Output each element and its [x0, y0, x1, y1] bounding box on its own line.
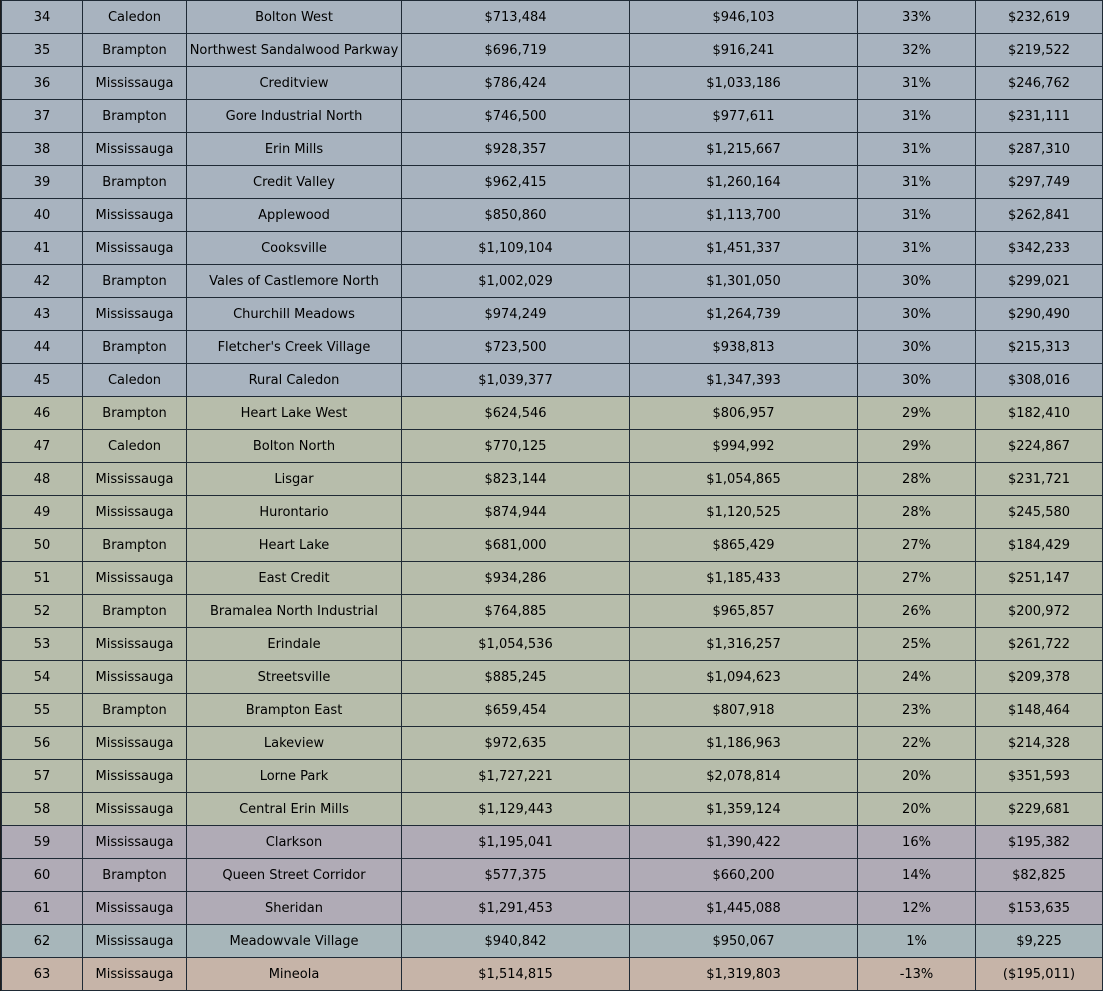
dollar-change-cell: $308,016	[976, 364, 1103, 397]
price-after-cell: $1,185,433	[630, 562, 858, 595]
dollar-change-cell: $342,233	[976, 232, 1103, 265]
community-cell: Streetsville	[187, 661, 402, 694]
table-row	[2, 694, 1103, 727]
city-cell: Mississauga	[83, 199, 187, 232]
table-row	[2, 562, 1103, 595]
percent-change-cell: 27%	[858, 562, 976, 595]
city-cell: Brampton	[83, 397, 187, 430]
percent-change-cell: 20%	[858, 793, 976, 826]
dollar-change-cell: $287,310	[976, 133, 1103, 166]
dollar-change-cell: $231,111	[976, 100, 1103, 133]
rank-cell: 56	[2, 727, 83, 760]
percent-change-cell: 31%	[858, 100, 976, 133]
price-after-cell: $807,918	[630, 694, 858, 727]
community-cell: Erin Mills	[187, 133, 402, 166]
percent-change-cell: 30%	[858, 331, 976, 364]
dollar-change-cell: $261,722	[976, 628, 1103, 661]
table-row	[2, 232, 1103, 265]
percent-change-cell: 30%	[858, 265, 976, 298]
percent-change-cell: 31%	[858, 166, 976, 199]
city-cell: Brampton	[83, 265, 187, 298]
table-row	[2, 859, 1103, 892]
table-row	[2, 628, 1103, 661]
rank-cell: 42	[2, 265, 83, 298]
community-cell: Queen Street Corridor	[187, 859, 402, 892]
dollar-change-cell: $299,021	[976, 265, 1103, 298]
percent-change-cell: 31%	[858, 67, 976, 100]
rank-cell: 47	[2, 430, 83, 463]
table-row	[2, 760, 1103, 793]
price-before-cell: $1,129,443	[402, 793, 630, 826]
table-row	[2, 826, 1103, 859]
price-before-cell: $764,885	[402, 595, 630, 628]
community-cell: Bramalea North Industrial	[187, 595, 402, 628]
percent-change-cell: 30%	[858, 364, 976, 397]
table-row	[2, 166, 1103, 199]
table-row	[2, 265, 1103, 298]
price-before-cell: $1,727,221	[402, 760, 630, 793]
dollar-change-cell: $200,972	[976, 595, 1103, 628]
dollar-change-cell: $262,841	[976, 199, 1103, 232]
city-cell: Mississauga	[83, 892, 187, 925]
price-after-cell: $1,301,050	[630, 265, 858, 298]
table-row	[2, 793, 1103, 826]
price-after-cell: $965,857	[630, 595, 858, 628]
price-after-cell: $916,241	[630, 34, 858, 67]
price-before-cell: $696,719	[402, 34, 630, 67]
price-after-cell: $1,054,865	[630, 463, 858, 496]
price-after-cell: $977,611	[630, 100, 858, 133]
community-cell: Vales of Castlemore North	[187, 265, 402, 298]
city-cell: Caledon	[83, 1, 187, 34]
community-cell: Churchill Meadows	[187, 298, 402, 331]
price-after-cell: $1,390,422	[630, 826, 858, 859]
price-before-cell: $624,546	[402, 397, 630, 430]
price-before-cell: $1,514,815	[402, 958, 630, 991]
city-cell: Brampton	[83, 529, 187, 562]
dollar-change-cell: $351,593	[976, 760, 1103, 793]
community-cell: Heart Lake West	[187, 397, 402, 430]
price-change-table	[1, 0, 1103, 991]
city-cell: Mississauga	[83, 958, 187, 991]
price-after-cell: $994,992	[630, 430, 858, 463]
table-row	[2, 298, 1103, 331]
price-after-cell: $865,429	[630, 529, 858, 562]
price-before-cell: $974,249	[402, 298, 630, 331]
dollar-change-cell: $246,762	[976, 67, 1103, 100]
community-cell: Bolton West	[187, 1, 402, 34]
city-cell: Caledon	[83, 364, 187, 397]
rank-cell: 44	[2, 331, 83, 364]
table-row	[2, 364, 1103, 397]
percent-change-cell: 16%	[858, 826, 976, 859]
table-row	[2, 529, 1103, 562]
price-after-cell: $806,957	[630, 397, 858, 430]
percent-change-cell: 29%	[858, 397, 976, 430]
table-row	[2, 430, 1103, 463]
rank-cell: 43	[2, 298, 83, 331]
percent-change-cell: 23%	[858, 694, 976, 727]
city-cell: Caledon	[83, 430, 187, 463]
community-cell: Heart Lake	[187, 529, 402, 562]
rank-cell: 53	[2, 628, 83, 661]
price-before-cell: $746,500	[402, 100, 630, 133]
price-before-cell: $577,375	[402, 859, 630, 892]
dollar-change-cell: $224,867	[976, 430, 1103, 463]
dollar-change-cell: $184,429	[976, 529, 1103, 562]
rank-cell: 61	[2, 892, 83, 925]
community-cell: Sheridan	[187, 892, 402, 925]
rank-cell: 55	[2, 694, 83, 727]
percent-change-cell: 1%	[858, 925, 976, 958]
rank-cell: 40	[2, 199, 83, 232]
community-cell: Credit Valley	[187, 166, 402, 199]
dollar-change-cell: $229,681	[976, 793, 1103, 826]
rank-cell: 48	[2, 463, 83, 496]
community-cell: Mineola	[187, 958, 402, 991]
price-after-cell: $1,264,739	[630, 298, 858, 331]
rank-cell: 37	[2, 100, 83, 133]
price-before-cell: $1,109,104	[402, 232, 630, 265]
price-after-cell: $1,347,393	[630, 364, 858, 397]
dollar-change-cell: $290,490	[976, 298, 1103, 331]
dollar-change-cell: $215,313	[976, 331, 1103, 364]
percent-change-cell: 33%	[858, 1, 976, 34]
price-before-cell: $659,454	[402, 694, 630, 727]
community-cell: Applewood	[187, 199, 402, 232]
dollar-change-cell: ($195,011)	[976, 958, 1103, 991]
price-before-cell: $1,039,377	[402, 364, 630, 397]
price-before-cell: $1,054,536	[402, 628, 630, 661]
community-cell: Brampton East	[187, 694, 402, 727]
city-cell: Mississauga	[83, 232, 187, 265]
city-cell: Brampton	[83, 100, 187, 133]
dollar-change-cell: $195,382	[976, 826, 1103, 859]
rank-cell: 35	[2, 34, 83, 67]
table-row	[2, 925, 1103, 958]
city-cell: Brampton	[83, 34, 187, 67]
percent-change-cell: 28%	[858, 463, 976, 496]
table-body	[2, 1, 1103, 991]
city-cell: Mississauga	[83, 661, 187, 694]
dollar-change-cell: $231,721	[976, 463, 1103, 496]
price-before-cell: $1,002,029	[402, 265, 630, 298]
rank-cell: 62	[2, 925, 83, 958]
price-before-cell: $723,500	[402, 331, 630, 364]
dollar-change-cell: $251,147	[976, 562, 1103, 595]
percent-change-cell: 26%	[858, 595, 976, 628]
percent-change-cell: 32%	[858, 34, 976, 67]
city-cell: Mississauga	[83, 67, 187, 100]
community-cell: Hurontario	[187, 496, 402, 529]
price-before-cell: $786,424	[402, 67, 630, 100]
price-before-cell: $713,484	[402, 1, 630, 34]
percent-change-cell: 30%	[858, 298, 976, 331]
rank-cell: 59	[2, 826, 83, 859]
price-after-cell: $660,200	[630, 859, 858, 892]
dollar-change-cell: $209,378	[976, 661, 1103, 694]
percent-change-cell: 29%	[858, 430, 976, 463]
price-before-cell: $885,245	[402, 661, 630, 694]
price-after-cell: $946,103	[630, 1, 858, 34]
community-cell: Lorne Park	[187, 760, 402, 793]
table-row	[2, 727, 1103, 760]
percent-change-cell: 31%	[858, 232, 976, 265]
city-cell: Mississauga	[83, 760, 187, 793]
community-cell: Bolton North	[187, 430, 402, 463]
rank-cell: 52	[2, 595, 83, 628]
rank-cell: 45	[2, 364, 83, 397]
rank-cell: 46	[2, 397, 83, 430]
percent-change-cell: 14%	[858, 859, 976, 892]
dollar-change-cell: $297,749	[976, 166, 1103, 199]
price-after-cell: $1,316,257	[630, 628, 858, 661]
table-row	[2, 496, 1103, 529]
percent-change-cell: -13%	[858, 958, 976, 991]
table-row	[2, 67, 1103, 100]
city-cell: Mississauga	[83, 496, 187, 529]
price-after-cell: $1,113,700	[630, 199, 858, 232]
city-cell: Mississauga	[83, 826, 187, 859]
dollar-change-cell: $9,225	[976, 925, 1103, 958]
dollar-change-cell: $245,580	[976, 496, 1103, 529]
rank-cell: 38	[2, 133, 83, 166]
rank-cell: 39	[2, 166, 83, 199]
dollar-change-cell: $219,522	[976, 34, 1103, 67]
rank-cell: 36	[2, 67, 83, 100]
community-cell: Lakeview	[187, 727, 402, 760]
community-cell: Clarkson	[187, 826, 402, 859]
price-after-cell: $1,260,164	[630, 166, 858, 199]
table-row	[2, 661, 1103, 694]
community-cell: Erindale	[187, 628, 402, 661]
rank-cell: 50	[2, 529, 83, 562]
price-after-cell: $1,451,337	[630, 232, 858, 265]
percent-change-cell: 24%	[858, 661, 976, 694]
price-after-cell: $1,033,186	[630, 67, 858, 100]
community-cell: Meadowvale Village	[187, 925, 402, 958]
table-row	[2, 1, 1103, 34]
price-after-cell: $1,359,124	[630, 793, 858, 826]
dollar-change-cell: $214,328	[976, 727, 1103, 760]
rank-cell: 41	[2, 232, 83, 265]
city-cell: Mississauga	[83, 298, 187, 331]
community-cell: Central Erin Mills	[187, 793, 402, 826]
city-cell: Brampton	[83, 859, 187, 892]
community-cell: East Credit	[187, 562, 402, 595]
rank-cell: 51	[2, 562, 83, 595]
price-after-cell: $1,215,667	[630, 133, 858, 166]
rank-cell: 54	[2, 661, 83, 694]
city-cell: Mississauga	[83, 628, 187, 661]
table-row	[2, 199, 1103, 232]
price-after-cell: $1,319,803	[630, 958, 858, 991]
price-before-cell: $928,357	[402, 133, 630, 166]
table-row	[2, 958, 1103, 991]
table-row	[2, 34, 1103, 67]
price-before-cell: $1,291,453	[402, 892, 630, 925]
city-cell: Brampton	[83, 331, 187, 364]
price-after-cell: $1,094,623	[630, 661, 858, 694]
community-cell: Rural Caledon	[187, 364, 402, 397]
percent-change-cell: 22%	[858, 727, 976, 760]
city-cell: Mississauga	[83, 925, 187, 958]
rank-cell: 63	[2, 958, 83, 991]
community-cell: Fletcher's Creek Village	[187, 331, 402, 364]
community-cell: Creditview	[187, 67, 402, 100]
city-cell: Mississauga	[83, 727, 187, 760]
percent-change-cell: 31%	[858, 199, 976, 232]
table-row	[2, 133, 1103, 166]
dollar-change-cell: $153,635	[976, 892, 1103, 925]
city-cell: Mississauga	[83, 562, 187, 595]
table-row	[2, 892, 1103, 925]
table-row	[2, 100, 1103, 133]
table-row	[2, 397, 1103, 430]
price-before-cell: $681,000	[402, 529, 630, 562]
city-cell: Mississauga	[83, 133, 187, 166]
price-before-cell: $1,195,041	[402, 826, 630, 859]
percent-change-cell: 20%	[858, 760, 976, 793]
percent-change-cell: 28%	[858, 496, 976, 529]
table-row	[2, 331, 1103, 364]
city-cell: Brampton	[83, 166, 187, 199]
community-cell: Lisgar	[187, 463, 402, 496]
price-before-cell: $934,286	[402, 562, 630, 595]
percent-change-cell: 25%	[858, 628, 976, 661]
price-before-cell: $972,635	[402, 727, 630, 760]
price-before-cell: $770,125	[402, 430, 630, 463]
table-row	[2, 595, 1103, 628]
rank-cell: 58	[2, 793, 83, 826]
city-cell: Brampton	[83, 595, 187, 628]
community-cell: Northwest Sandalwood Parkway	[187, 34, 402, 67]
dollar-change-cell: $232,619	[976, 1, 1103, 34]
price-before-cell: $940,842	[402, 925, 630, 958]
dollar-change-cell: $182,410	[976, 397, 1103, 430]
community-cell: Gore Industrial North	[187, 100, 402, 133]
price-after-cell: $1,186,963	[630, 727, 858, 760]
price-after-cell: $1,120,525	[630, 496, 858, 529]
rank-cell: 57	[2, 760, 83, 793]
price-before-cell: $850,860	[402, 199, 630, 232]
rank-cell: 34	[2, 1, 83, 34]
price-after-cell: $950,067	[630, 925, 858, 958]
price-before-cell: $823,144	[402, 463, 630, 496]
rank-cell: 60	[2, 859, 83, 892]
community-cell: Cooksville	[187, 232, 402, 265]
price-after-cell: $1,445,088	[630, 892, 858, 925]
percent-change-cell: 27%	[858, 529, 976, 562]
city-cell: Mississauga	[83, 793, 187, 826]
percent-change-cell: 31%	[858, 133, 976, 166]
table-row	[2, 463, 1103, 496]
dollar-change-cell: $148,464	[976, 694, 1103, 727]
price-after-cell: $2,078,814	[630, 760, 858, 793]
price-after-cell: $938,813	[630, 331, 858, 364]
price-before-cell: $962,415	[402, 166, 630, 199]
city-cell: Brampton	[83, 694, 187, 727]
price-before-cell: $874,944	[402, 496, 630, 529]
percent-change-cell: 12%	[858, 892, 976, 925]
dollar-change-cell: $82,825	[976, 859, 1103, 892]
city-cell: Mississauga	[83, 463, 187, 496]
rank-cell: 49	[2, 496, 83, 529]
